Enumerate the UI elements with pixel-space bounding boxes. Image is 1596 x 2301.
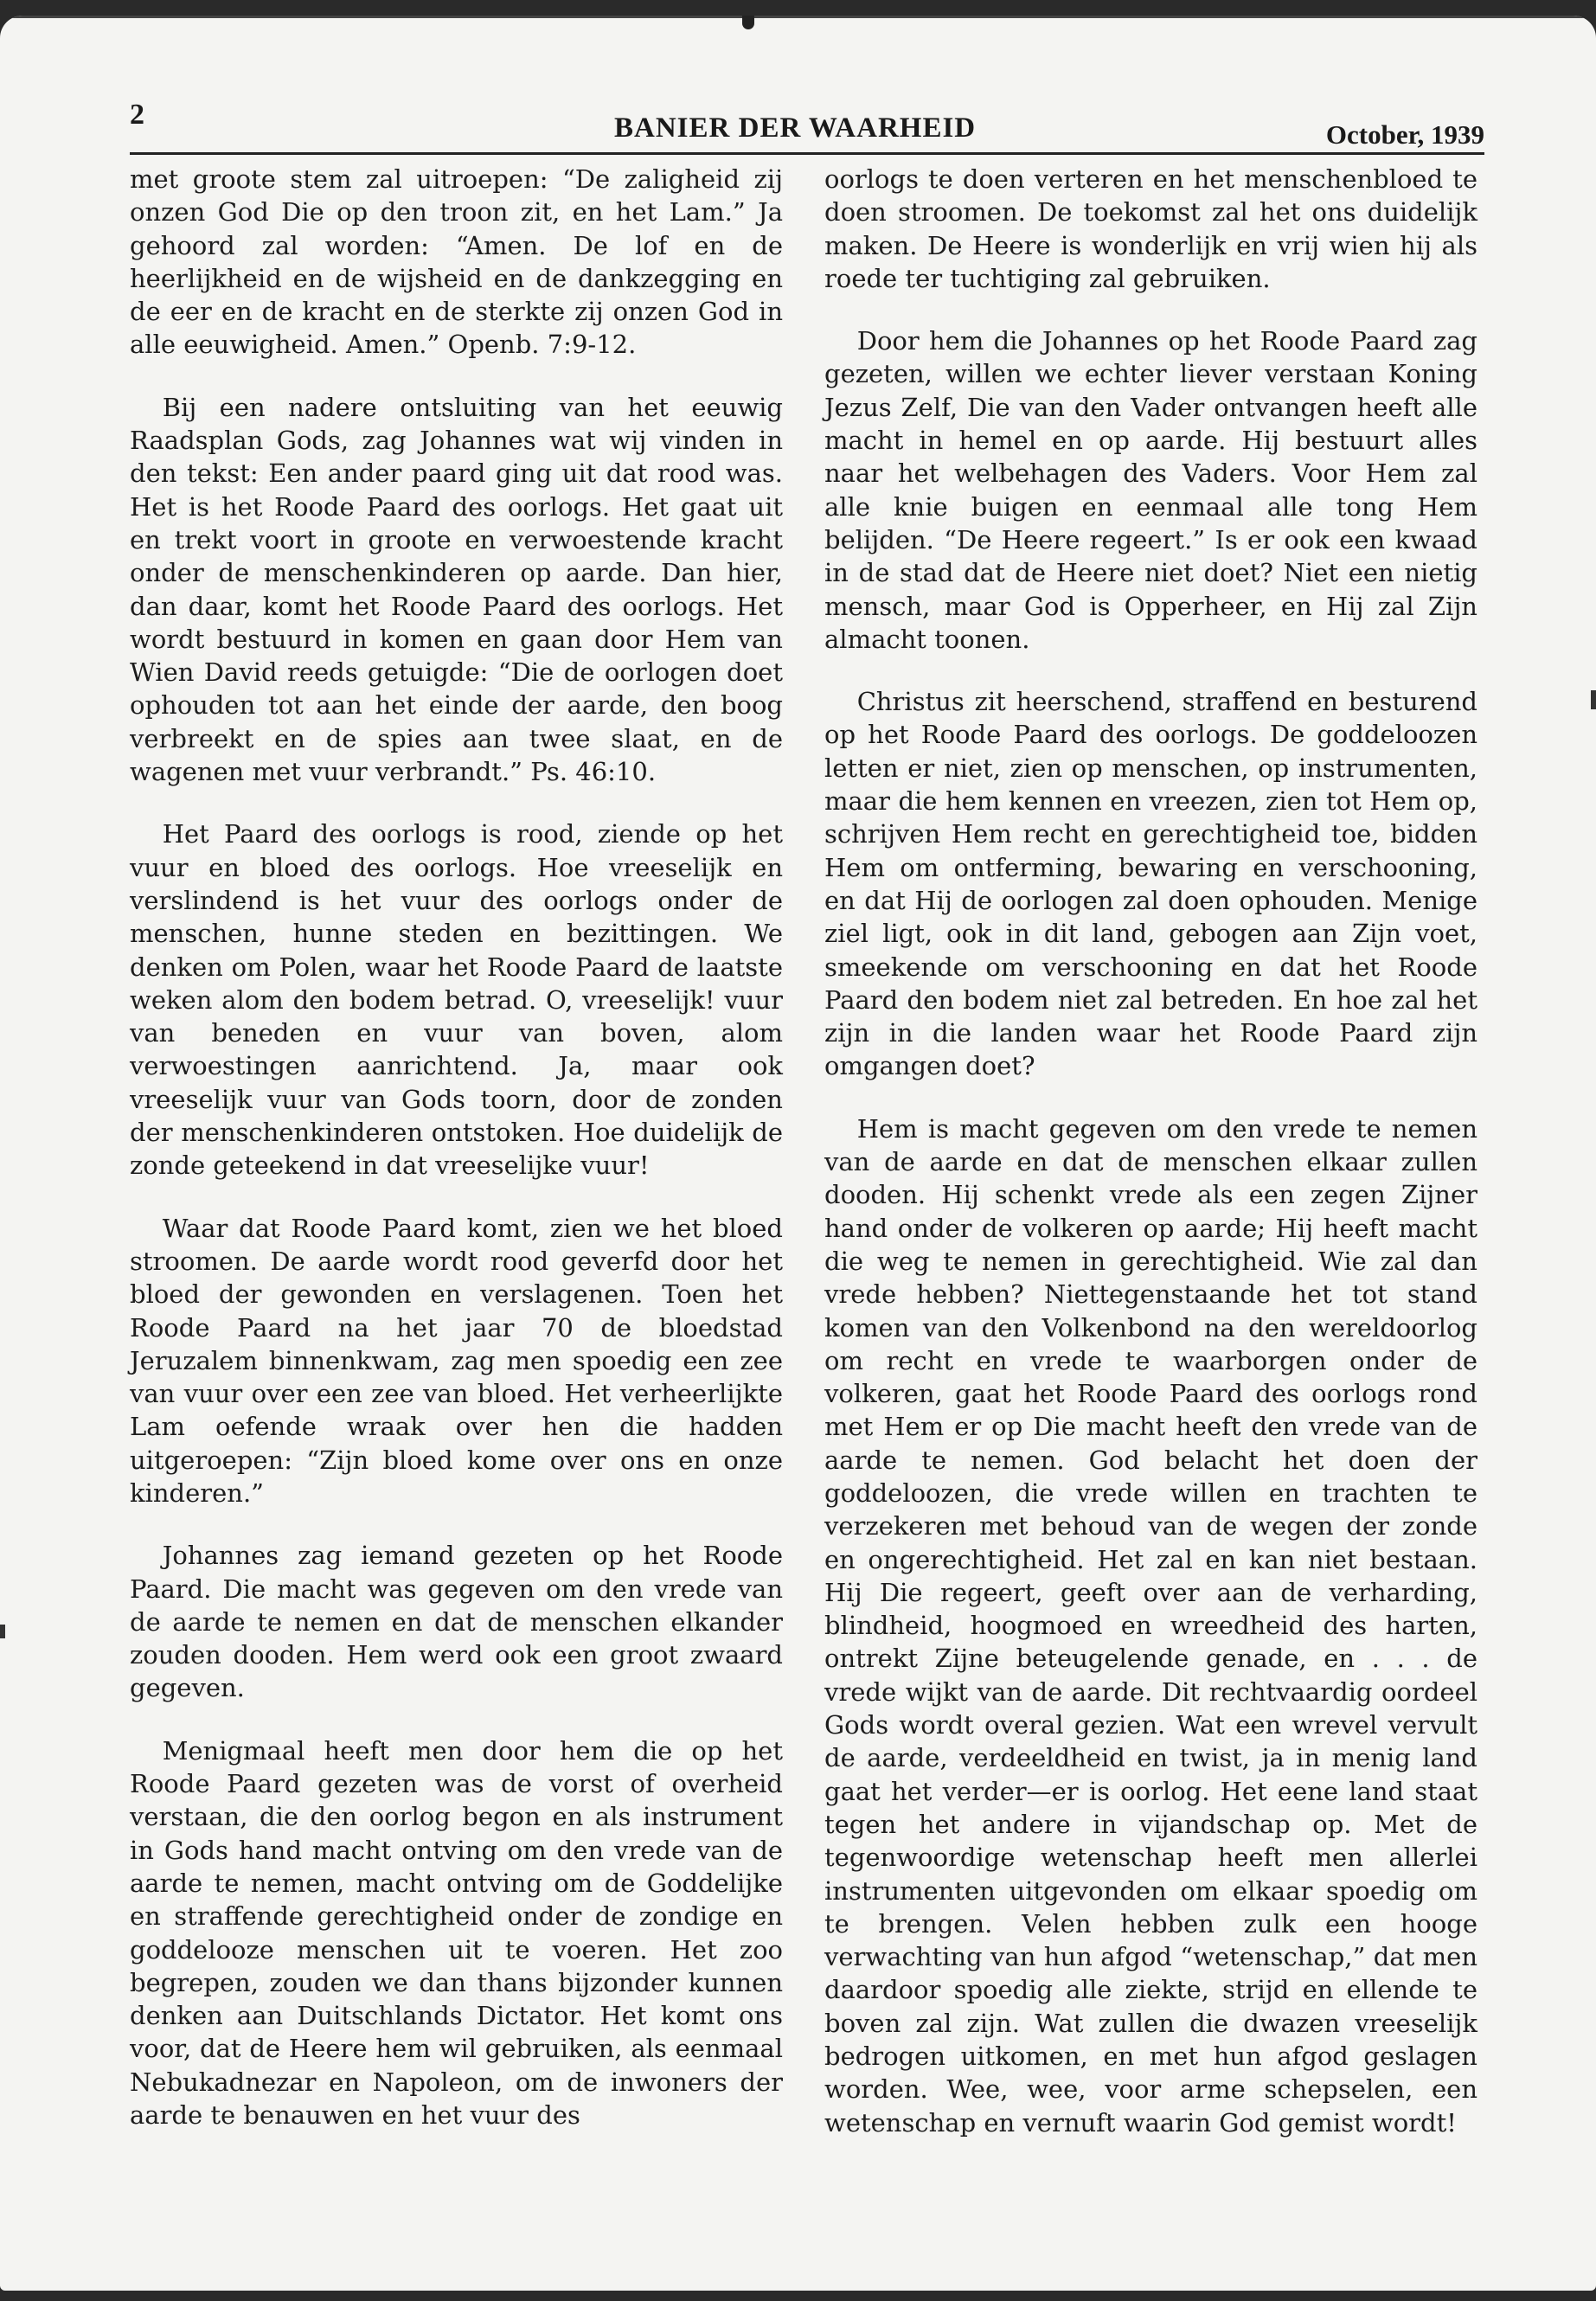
header-rule (130, 152, 1484, 155)
paragraph: Het Paard des oorlogs is rood, ziende op het vuur en bloed des oorlogs. Hoe vreeselijk en verslindend is het vuur des oorlogs onder de menschen, hunne steden en bezittingen. We denken om Polen, waar het Roode Paard de laatste weken alom den bodem betrad. O, vreeselijk! vuur van beneden en vuur van boven, alom verwoestingen aanrichtend. Ja, maar ook vreeselijk vuur van Gods toorn, door de zonden der menschenkinderen ontstoken. Hoe duidelijk de zonde geteekend in dat vreeselijke vuur! (130, 819, 783, 1181)
page-number: 2 (130, 99, 144, 131)
issue-date: October, 1939 (1325, 119, 1484, 150)
paragraph: oorlogs te doen verteren en het menschenbloed te doen stroomen. De toekomst zal het ons duidelijk maken. De Heere is wonderlijk en vrij wien hij als roede ter tuchtiging zal gebruiken. (824, 164, 1477, 293)
scan-edge-mark (0, 1625, 5, 1638)
paragraph: Johannes zag iemand gezeten op het Roode Paard. Die macht was gegeven om den vrede van de aarde te nemen en dat de menschen elkander zouden dooden. Hem werd ook een groot zwaard gegeven. (130, 1541, 783, 1703)
paragraph: Bij een nadere ontsluiting van het eeuwig Raadsplan Gods, zag Johannes wat wij vinden in den tekst: Een ander paard ging uit dat rood was. Het is het Roode Paard des oorlogs. Het gaat uit en trekt voort in groote en verwoestende kracht onder de menschenkinderen op aarde. Dan hier, dan daar, komt het Roode Paard des oorlogs. Het wordt bestuurd in komen en gaan door Hem van Wien David reeds getuigde: “Die de oorlogen doet ophouden tot aan het einde der aarde, den boog verbreekt en de spies aan twee slaat, en de wagenen met vuur verbrandt.” Ps. 46:10. (130, 392, 783, 787)
paragraph: Door hem die Johannes op het Roode Paard zag gezeten, willen we echter liever verstaan Koning Jezus Zelf, Die van den Vader ontvangen heeft alle macht in hemel en op aarde. Hij bestuurt alles naar het welbehagen des Vaders. Voor Hem zal alle knie buigen en eenmaal alle tong Hem belijden. “De Heere regeert.” Is er ook een kwaad in de stad dat de Heere niet doet? Niet een nietig mensch, maar God is Opperheer, en Hij zal Zijn almacht toonen. (824, 326, 1477, 654)
running-header (130, 99, 1484, 154)
left-column (130, 163, 783, 2161)
journal-title: BANIER DER WAARHEID (614, 112, 977, 144)
paragraph: Hem is macht gegeven om den vrede te nemen van de aarde en dat de menschen elkaar zullen dooden. Hij schenkt vrede als een zegen Zijner hand onder de volkeren op aarde; Hij heeft macht die weg te nemen in gerechtigheid. Wie zal dan vrede hebben? Niettegenstaande het tot stand komen van den Volkenbond na den wereldoorlog om recht en vrede te waarborgen onder de volkeren, gaat het Roode Paard des oorlogs rond met Hem er op Die macht heeft den vrede van de aarde te nemen. God belacht het doen der goddeloozen, die vrede willen en trachten te verzekeren met behoud van de wegen der zonde en ongerechtigheid. Het zal en kan niet bestaan. Hij Die regeert, geeft over aan de verharding, blindheid, hoogmoed en wreedheid des harten, ontrekt Zijne beteugelende genade, en . . . de vrede wijkt van de aarde. Dit rechtvaardig oordeel Gods wordt overal gezien. Wat een wrevel vervult de aarde, verdeeldheid en twist, ja in menig land gaat het verder—er is oorlog. Het eene land staat tegen het andere in vijandschap op. Met de tegenwoordige wetenschap heeft men allerlei instrumenten uitgevonden om elkaar spoedig om te brengen. Velen hebben zulk een hooge verwachting van hun afgod “wetenschap,” dat men daardoor spoedig alle ziekte, strijd en ellende te boven zal zijn. Wat zullen die dwazen vreeselijk bedrogen uitkomen, en met hun afgod geslagen worden. Wee, wee, voor arme schepselen, een wetenschap en vernuft waarin God gemist wordt! (824, 1113, 1477, 2138)
binding-mark (742, 16, 754, 29)
paragraph: met groote stem zal uitroepen: “De zaligheid zij onzen God Die op den troon zit, en het Lam.” Ja gehoord zal worden: “Amen. De lof en de heerlijkheid en de wijsheid en de dankzegging en de eer en de kracht en de sterkte zij onzen God in alle eeuwigheid. Amen.” Openb. 7:9-12. (130, 164, 783, 360)
right-column (824, 163, 1477, 2169)
scan-edge-mark (1591, 690, 1596, 709)
paragraph: Christus zit heerschend, straffend en besturend op het Roode Paard des oorlogs. De goddeloozen letten er niet, zien op menschen, op instrumenten, maar die hem kennen en vreezen, zien tot Hem op, schrijven Hem recht en gerechtigheid toe, bidden Hem om ontferming, bewaring en verschooning, en dat Hij de oorlogen zal doen ophouden. Menige ziel ligt, ook in dit land, gebogen aan Zijn voet, smeekende om verschooning en dat het Roode Paard den bodem niet zal betreden. En hoe zal het zijn in die landen waar het Roode Paard zijn omgangen doet? (824, 687, 1477, 1081)
paragraph: Menigmaal heeft men door hem die op het Roode Paard gezeten was de vorst of overheid verstaan, die den oorlog begon en als instrument in Gods hand macht ontving om den vrede van de aarde te nemen, macht ontving om de Goddelijke en straffende gerechtigheid onder de zondige en goddelooze menschen uit te voeren. Het zoo begrepen, zouden we dan thans bijzonder kunnen denken aan Duitschlands Dictator. Het komt ons voor, dat de Heere hem wil gebruiken, als eenmaal Nebukadnezar en Napoleon, om de inwoners der aarde te benauwen en het vuur des (130, 1735, 783, 2131)
scanned-page (0, 16, 1596, 2291)
paragraph: Waar dat Roode Paard komt, zien we het bloed stroomen. De aarde wordt rood geverfd door het bloed der gewonden en verslagenen. Toen het Roode Paard na het jaar 70 de bloedstad Jeruzalem binnenkwam, zag men spoedig een zee van vuur over een zee van bloed. Het verheerlijkte Lam oefende wraak over hen die hadden uitgeroepen: “Zijn bloed kome over ons en onze kinderen.” (130, 1213, 783, 1508)
page-top-edge (0, 16, 1596, 18)
